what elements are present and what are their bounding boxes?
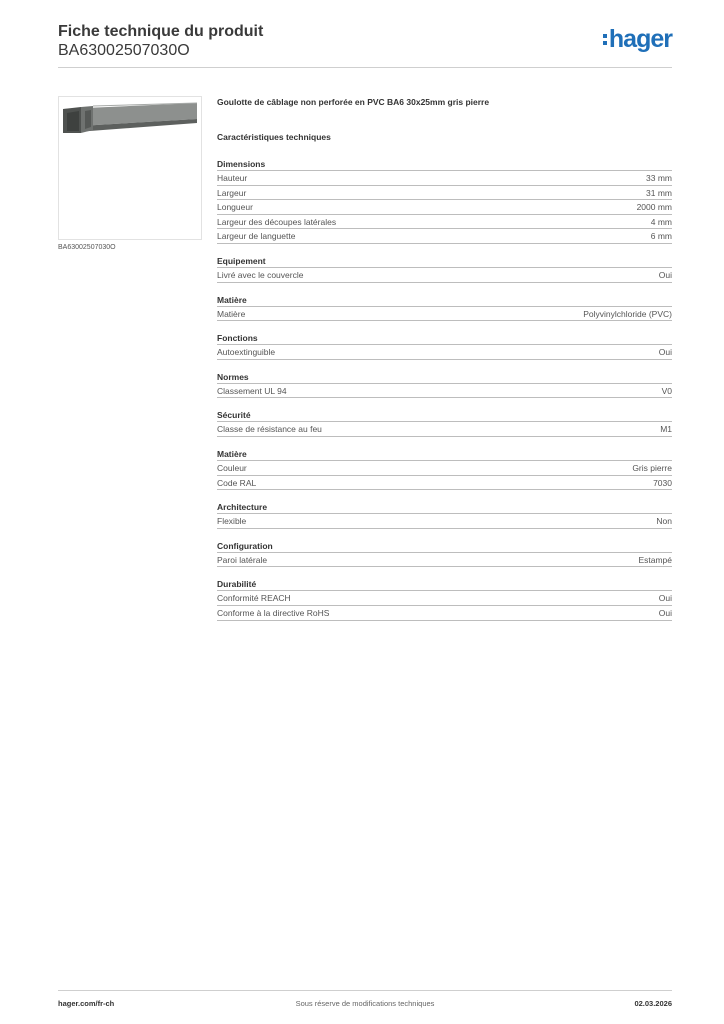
- spec-label: Longueur: [217, 202, 253, 213]
- spec-value: 31 mm: [646, 187, 672, 198]
- spec-row: [217, 606, 672, 621]
- section: [217, 331, 672, 360]
- section-title: Fonctions: [217, 331, 672, 345]
- spec-value: M1: [660, 424, 672, 435]
- page-header: [58, 22, 672, 68]
- spec-value: Oui: [658, 269, 672, 280]
- spec-row: [217, 215, 672, 230]
- footer-notice: Sous réserve de modifications techniques: [295, 999, 435, 1008]
- spec-label: Largeur: [217, 187, 247, 198]
- spec-value: V0: [661, 385, 672, 396]
- spec-value: Gris pierre: [632, 462, 672, 473]
- spec-row: [217, 307, 672, 322]
- section-title: Architecture: [217, 500, 672, 514]
- section-title: Configuration: [217, 539, 672, 553]
- spec-value: 4 mm: [650, 216, 672, 227]
- product-photo: [58, 96, 202, 240]
- spec-row: [217, 514, 672, 529]
- spec-row: [217, 200, 672, 215]
- spec-label: Code RAL: [217, 477, 257, 488]
- product-details: [217, 96, 672, 631]
- spec-label: Classe de résistance au feu: [217, 424, 322, 435]
- section: [217, 254, 672, 283]
- footer-website-link[interactable]: hager.com/fr-ch: [58, 999, 115, 1008]
- section: [217, 157, 672, 244]
- spec-row: [217, 591, 672, 606]
- spec-label: Paroi latérale: [217, 554, 268, 565]
- spec-value: 7030: [653, 477, 672, 488]
- spec-row: [217, 345, 672, 360]
- spec-label: Autoextinguible: [217, 347, 276, 358]
- spec-row: [217, 476, 672, 491]
- spec-value: 2000 mm: [636, 202, 672, 213]
- spec-row: [217, 268, 672, 283]
- spec-value: 6 mm: [650, 231, 672, 242]
- section-title: Dimensions: [217, 157, 672, 171]
- section-title: Sécurité: [217, 408, 672, 422]
- spec-label: Livré avec le couvercle: [217, 269, 304, 280]
- spec-value: Polyvinylchloride (PVC): [583, 308, 672, 319]
- spec-row: [217, 461, 672, 476]
- spec-label: Largeur des découpes latérales: [217, 216, 337, 227]
- section: [217, 408, 672, 437]
- spec-label: Conforme à la directive RoHS: [217, 607, 330, 618]
- section: [217, 370, 672, 399]
- spec-row: [217, 186, 672, 201]
- section-title: Matière: [217, 447, 672, 461]
- footer-date: 02.03.2026: [634, 999, 672, 1008]
- spec-label: Hauteur: [217, 173, 248, 183]
- spec-value: 33 mm: [646, 173, 672, 183]
- spec-label: Matière: [217, 308, 246, 319]
- spec-label: Classement UL 94: [217, 385, 287, 396]
- section: [217, 539, 672, 568]
- section: [217, 447, 672, 490]
- document-title: Fiche technique du produit: [58, 23, 264, 40]
- page-footer: [58, 990, 672, 1014]
- spec-label: Conformité REACH: [217, 593, 291, 604]
- product-reference: BA63002507030O: [58, 42, 190, 59]
- section-title: Durabilité: [217, 577, 672, 591]
- section: [217, 577, 672, 620]
- logo-dots: [603, 34, 607, 45]
- spec-label: Couleur: [217, 462, 247, 473]
- cable-duct-image: [59, 97, 201, 239]
- product-description: Goulotte de câblage non perforée en PVC BA6 30x25mm gris pierre: [217, 97, 490, 107]
- spec-row: [217, 422, 672, 437]
- photo-caption: BA63002507030O: [58, 244, 116, 251]
- section: [217, 500, 672, 529]
- spec-row: [217, 384, 672, 399]
- section: [217, 293, 672, 322]
- spec-row: [217, 171, 672, 186]
- technical-characteristics-title: Caractéristiques techniques: [217, 132, 331, 142]
- spec-label: Flexible: [217, 516, 247, 527]
- spec-label: Largeur de languette: [217, 231, 296, 242]
- section-title: Normes: [217, 370, 672, 384]
- spec-row: [217, 229, 672, 244]
- characteristics-sections: [217, 157, 672, 621]
- spec-value: Oui: [658, 593, 672, 604]
- section-title: Matière: [217, 293, 672, 307]
- spec-value: Oui: [658, 347, 672, 358]
- hager-logo-icon[interactable]: [603, 26, 672, 52]
- logo-text: hager: [608, 25, 672, 53]
- spec-row: [217, 553, 672, 568]
- section-title: Equipement: [217, 254, 672, 268]
- spec-value: Oui: [658, 607, 672, 618]
- spec-value: Estampé: [638, 554, 672, 565]
- spec-value: Non: [656, 516, 672, 527]
